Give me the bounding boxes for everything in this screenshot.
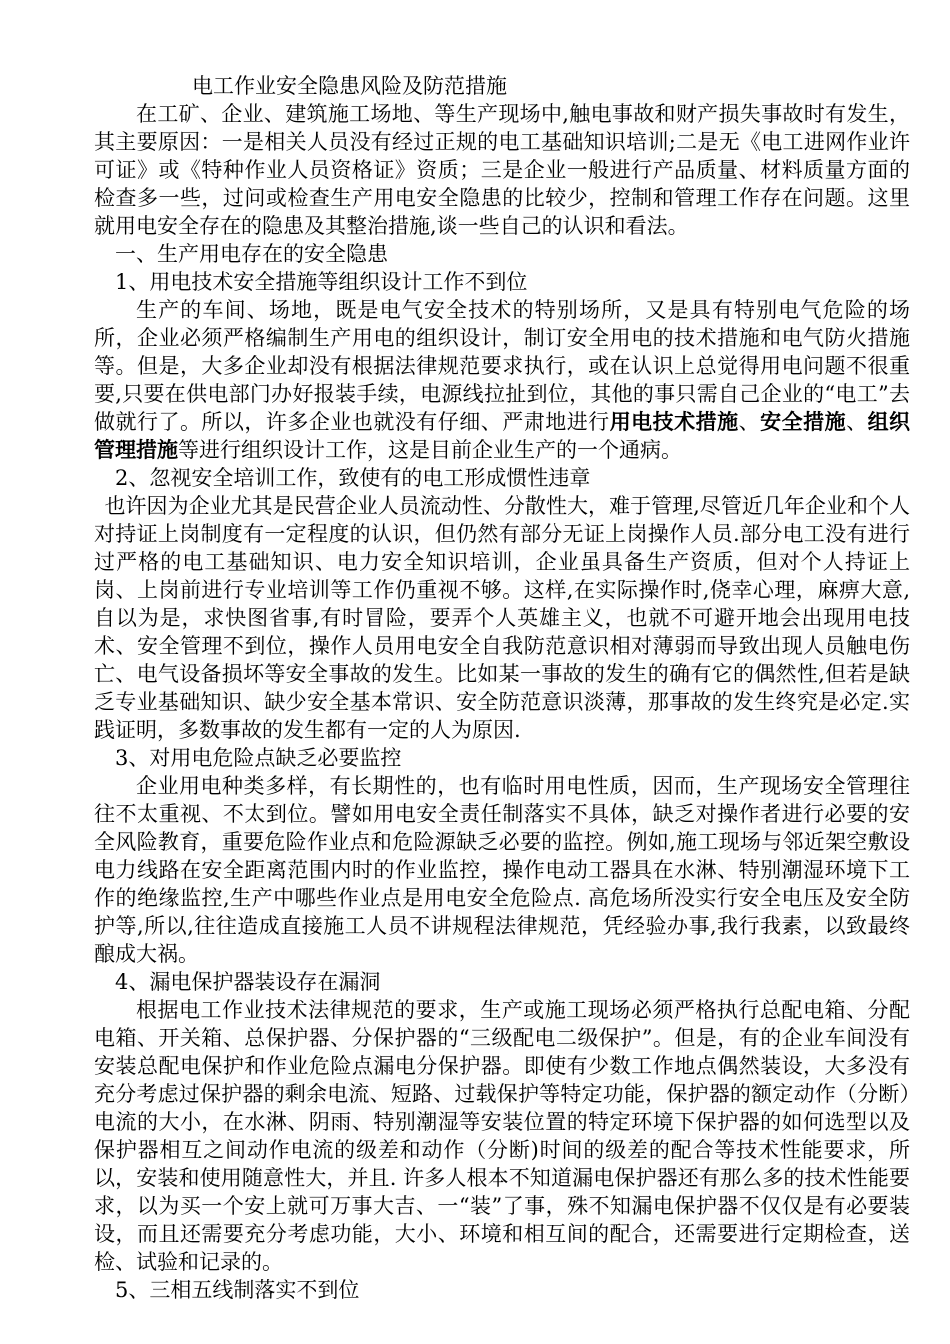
item-1-paragraph (94, 296, 910, 464)
section-1-heading: 一、生产用电存在的安全隐患 (115, 242, 388, 266)
item-1-separator-2: 、 (846, 410, 868, 434)
item-1-text-before: 生产的车间、场地，既是电气安全技术的特别场所，又是具有特别电气危险的场所，企业必须严格编制生产用电的组织设计，制订安全用电的技术措施和电气防火措施等。但是，大多企业却没有根据法律规范要求执行，或在认识上总觉得用电问题不很重要,只要在供电部门办好报装手续，电源线拉扯到位，其他的事只需自己企业的“电工”去做就行了。所以，许多企业也就没有仔细、严肃地进行 (94, 298, 910, 434)
intro-paragraph: 在工矿、企业、建筑施工场地、等生产现场中,触电事故和财产损失事故时有发生，其主要原因：一是相关人员没有经过正规的电工基础知识培训;二是无《电工进网作业许可证》或《特种作业人员资格证》资质；三是企业一般进行产品质量、材料质量方面的检查多一些，过问或检查生产用电安全隐患的比较少，控制和管理工作存在问题。这里就用电安全存在的隐患及其整治措施,谈一些自己的认识和看法。 (94, 102, 910, 238)
item-4-heading: 4、漏电保护器装设存在漏洞 (115, 970, 381, 994)
item-1-bold-safety-measures: 安全措施 (760, 409, 847, 434)
item-2-heading: 2、忽视安全培训工作，致使有的电工形成惯性违章 (115, 466, 591, 490)
item-1-separator-1: 、 (738, 410, 761, 434)
document-title: 电工作业安全隐患风险及防范措施 (192, 74, 507, 98)
item-3-paragraph: 企业用电种类多样，有长期性的，也有临时用电性质，因而，生产现场安全管理往往不太重视、不太到位。譬如用电安全责任制落实不具体，缺乏对操作者进行必要的安全风险教育，重要危险作业点和危险源缺乏必要的监控。例如,施工现场与邻近架空敷设电力线路在安全距离范围内时的作业监控，操作电动工器具在水淋、特别潮湿环境下工作的绝缘监控,生产中哪些作业点是用电安全危险点. 高危场所没实行安全电压及安全防护等,所以,往往造成直接施工人员不讲规程法律规范，凭经验办事,我行我素，以致最终酿成大祸。 (94, 774, 910, 966)
item-1-bold-management-measures: 组织管理措施 (94, 409, 911, 462)
item-2-paragraph: 也许因为企业尤其是民营企业人员流动性、分散性大，难于管理,尽管近几年企业和个人对持证上岗制度有一定程度的认识，但仍然有部分无证上岗操作人员.部分电工没有进行过严格的电工基础知识、电力安全知识培训，企业虽具备生产资质，但对个人持证上岗、上岗前进行专业培训等工作仍重视不够。这样,在实际操作时,侥幸心理，麻痹大意,自以为是，求快图省事,有时冒险，要弄个人英雄主义，也就不可避开地会出现用电技术、安全管理不到位，操作人员用电安全自我防范意识相对薄弱而导致出现人员触电伤亡、电气设备损坏等安全事故的发生。比如某一事故的发生的确有它的偶然性,但若是缺乏专业基础知识、缺少安全基本常识、安全防范意识淡薄，那事故的发生终究是必定.实践证明，多数事故的发生都有一定的人为原因. (94, 494, 910, 742)
item-4-paragraph: 根据电工作业技术法律规范的要求，生产或施工现场必须严格执行总配电箱、分配电箱、开关箱、总保护器、分保护器的“三级配电二级保护”。但是，有的企业车间没有安装总配电保护和作业危险点漏电分保护器。即使有少数工作地点偶然装设，大多没有充分考虑过保护器的剩余电流、短路、过载保护等特定功能，保护器的额定动作（分断）电流的大小，在水淋、阴雨、特别潮湿等安装位置的特定环境下保护器的如何选型以及保护器相互之间动作电流的级差和动作（分断)时间的级差的配合等技术性能要求，所以，安装和使用随意性大，并且. 许多人根本不知道漏电保护器还有那么多的技术性能要求，以为买一个安上就可万事大吉、一“装”了事，殊不知漏电保护器不仅仅是有必要装设，而且还需要充分考虑功能，大小、环境和相互间的配合，还需要进行定期检查，送检、试验和记录的。 (94, 998, 910, 1274)
item-1-text-after: 等进行组织设计工作，这是目前企业生产的一个通病。 (178, 438, 682, 462)
document-page (94, 72, 910, 1304)
item-5-heading: 5、三相五线制落实不到位 (115, 1278, 360, 1302)
item-3-heading: 3、对用电危险点缺乏必要监控 (115, 746, 402, 770)
item-1-heading: 1、用电技术安全措施等组织设计工作不到位 (115, 270, 528, 294)
item-1-bold-technical-measures: 用电技术措施 (609, 409, 739, 434)
